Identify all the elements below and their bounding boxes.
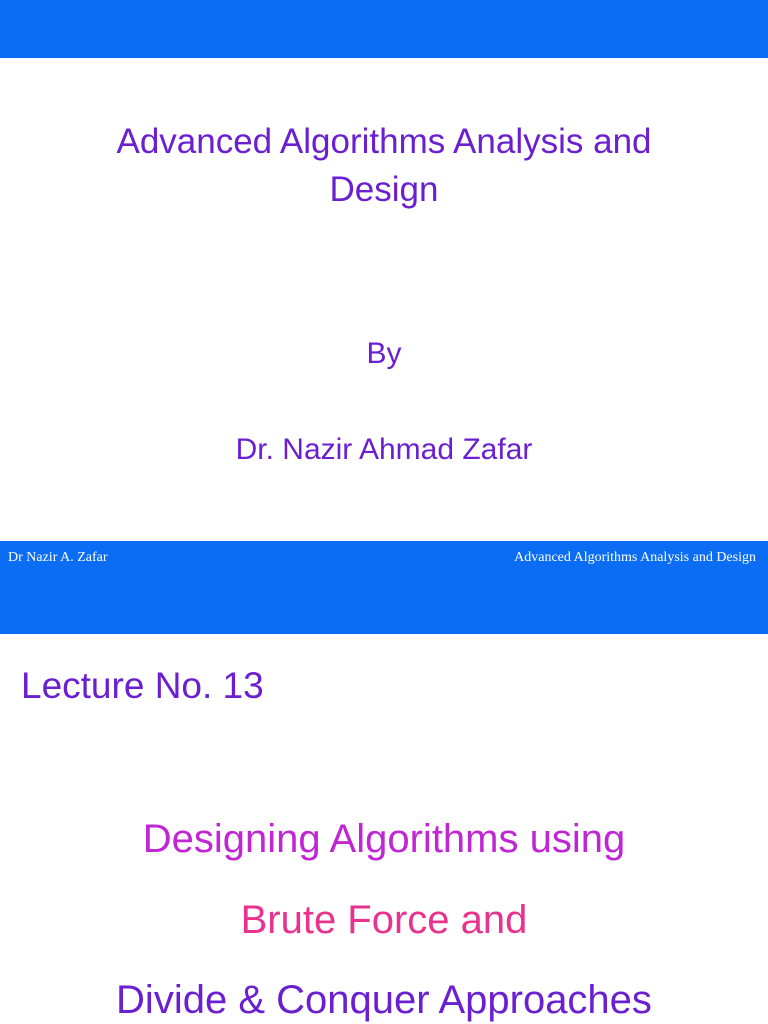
slide-title — [40, 118, 728, 214]
footer-course-title: Advanced Algorithms Analysis and Design — [514, 550, 756, 565]
slide-title-line-1: Advanced Algorithms Analysis and — [116, 122, 652, 161]
slide-title-line-2: Design — [329, 170, 439, 209]
topic-line-2: Brute Force and — [240, 898, 528, 942]
by-label: By — [366, 337, 402, 370]
topic-line-3: Divide & Conquer Approaches — [116, 978, 652, 1022]
footer-author: Dr Nazir A. Zafar — [8, 550, 108, 565]
top-header-band — [0, 0, 768, 58]
topic-line-1: Designing Algorithms using — [142, 817, 626, 861]
lecture-number: Lecture No. 13 — [21, 665, 264, 706]
author-name: Dr. Nazir Ahmad Zafar — [235, 433, 533, 466]
